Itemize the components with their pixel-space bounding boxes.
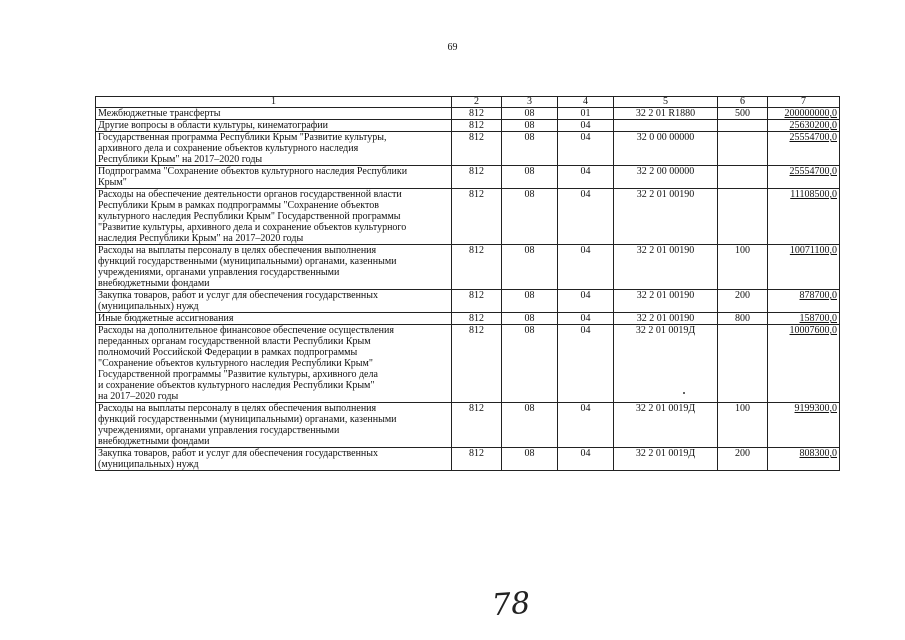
row-expense-type — [718, 120, 768, 132]
row-name: Расходы на дополнительное финансовое обеспечение осуществления переданных органам государственной власти Республики Крым полномочий Российской Федерации в рамках подпрограммы "Сохранение объектов культурного наследия Республики Крым" Государственной программы "Развитие культуры, архивного дела и сохранение объектов культурного наследия Республики Крым" на 2017–2020 годы — [96, 325, 452, 403]
row-target-article: 32 2 00 00000 — [614, 166, 718, 189]
row-target-article — [614, 120, 718, 132]
budget-table — [95, 96, 840, 471]
row-ministry-code: 812 — [452, 313, 502, 325]
column-header: 2 — [452, 97, 502, 108]
row-section-code: 08 — [502, 120, 558, 132]
row-subsection-code: 04 — [558, 325, 614, 403]
row-subsection-code: 04 — [558, 448, 614, 471]
column-header: 1 — [96, 97, 452, 108]
column-header: 5 — [614, 97, 718, 108]
row-amount: 10007600,0 — [768, 325, 840, 403]
table-row — [96, 448, 840, 471]
table-row — [96, 290, 840, 313]
row-ministry-code: 812 — [452, 448, 502, 471]
row-ministry-code: 812 — [452, 325, 502, 403]
row-section-code: 08 — [502, 325, 558, 403]
header-row — [96, 97, 840, 108]
table-row — [96, 108, 840, 120]
row-ministry-code: 812 — [452, 290, 502, 313]
row-amount: 10071100,0 — [768, 245, 840, 290]
row-amount: 878700,0 — [768, 290, 840, 313]
row-amount: 25630200,0 — [768, 120, 840, 132]
column-header: 6 — [718, 97, 768, 108]
row-amount: 200000000,0 — [768, 108, 840, 120]
row-amount: 11108500,0 — [768, 189, 840, 245]
row-section-code: 08 — [502, 313, 558, 325]
row-name: Расходы на выплаты персоналу в целях обеспечения выполнения функций государственными (муниципальными) органами, казенными учреждениями, органами управления государственными внебюджетными фондами — [96, 403, 452, 448]
row-ministry-code: 812 — [452, 189, 502, 245]
row-amount: 9199300,0 — [768, 403, 840, 448]
row-section-code: 08 — [502, 108, 558, 120]
row-target-article: 32 2 01 00190 — [614, 189, 718, 245]
row-ministry-code: 812 — [452, 108, 502, 120]
row-expense-type — [718, 189, 768, 245]
row-subsection-code: 04 — [558, 403, 614, 448]
scan-speck — [683, 392, 685, 394]
page-number: 69 — [447, 42, 458, 53]
row-section-code: 08 — [502, 448, 558, 471]
row-name: Расходы на выплаты персоналу в целях обеспечения выполнения функций государственными (муниципальными) органами, казенными учреждениями, органами управления государственными внебюджетными фондами — [96, 245, 452, 290]
column-header: 4 — [558, 97, 614, 108]
row-amount: 158700,0 — [768, 313, 840, 325]
row-section-code: 08 — [502, 189, 558, 245]
row-subsection-code: 04 — [558, 166, 614, 189]
row-expense-type — [718, 166, 768, 189]
row-target-article: 32 0 00 00000 — [614, 132, 718, 166]
row-subsection-code: 04 — [558, 132, 614, 166]
row-section-code: 08 — [502, 290, 558, 313]
row-section-code: 08 — [502, 403, 558, 448]
row-section-code: 08 — [502, 166, 558, 189]
row-ministry-code: 812 — [452, 120, 502, 132]
table-row — [96, 245, 840, 290]
row-target-article: 32 2 01 00190 — [614, 245, 718, 290]
row-ministry-code: 812 — [452, 166, 502, 189]
table-row — [96, 120, 840, 132]
row-expense-type — [718, 325, 768, 403]
column-header: 3 — [502, 97, 558, 108]
row-expense-type: 100 — [718, 403, 768, 448]
row-amount: 25554700,0 — [768, 166, 840, 189]
table-row — [96, 325, 840, 403]
row-target-article: 32 2 01 R1880 — [614, 108, 718, 120]
row-subsection-code: 01 — [558, 108, 614, 120]
row-subsection-code: 04 — [558, 290, 614, 313]
row-name: Подпрограмма "Сохранение объектов культурного наследия Республики Крым" — [96, 166, 452, 189]
row-subsection-code: 04 — [558, 120, 614, 132]
row-name: Расходы на обеспечение деятельности органов государственной власти Республики Крым в рамках подпрограммы "Сохранение объектов культурного наследия Республики Крым" Государственной программы "Развитие культуры, архивного дела и сохранение объектов культурного наследия Республики Крым" на 2017–2020 годы — [96, 189, 452, 245]
row-section-code: 08 — [502, 132, 558, 166]
row-name: Закупка товаров, работ и услуг для обеспечения государственных (муниципальных) нужд — [96, 448, 452, 471]
row-ministry-code: 812 — [452, 132, 502, 166]
row-name: Межбюджетные трансферты — [96, 108, 452, 120]
row-name: Закупка товаров, работ и услуг для обеспечения государственных (муниципальных) нужд — [96, 290, 452, 313]
row-amount: 808300,0 — [768, 448, 840, 471]
row-expense-type: 200 — [718, 448, 768, 471]
table-row — [96, 189, 840, 245]
row-amount: 25554700,0 — [768, 132, 840, 166]
row-target-article: 32 2 01 0019Д — [614, 403, 718, 448]
row-expense-type: 800 — [718, 313, 768, 325]
row-name: Государственная программа Республики Крым "Развитие культуры, архивного дела и сохранение объектов культурного наследия Республики Крым" на 2017–2020 годы — [96, 132, 452, 166]
table-row — [96, 132, 840, 166]
row-ministry-code: 812 — [452, 245, 502, 290]
row-section-code: 08 — [502, 245, 558, 290]
row-ministry-code: 812 — [452, 403, 502, 448]
row-expense-type — [718, 132, 768, 166]
row-name: Другие вопросы в области культуры, кинематографии — [96, 120, 452, 132]
row-name: Иные бюджетные ассигнования — [96, 313, 452, 325]
table-row — [96, 166, 840, 189]
row-expense-type: 200 — [718, 290, 768, 313]
row-subsection-code: 04 — [558, 245, 614, 290]
row-expense-type: 100 — [718, 245, 768, 290]
table-row — [96, 403, 840, 448]
row-target-article: 32 2 01 0019Д — [614, 448, 718, 471]
handwritten-page-number: 78 — [490, 585, 532, 624]
row-subsection-code: 04 — [558, 189, 614, 245]
column-header: 7 — [768, 97, 840, 108]
row-target-article: 32 2 01 00190 — [614, 290, 718, 313]
row-target-article: 32 2 01 0019Д — [614, 325, 718, 403]
row-target-article: 32 2 01 00190 — [614, 313, 718, 325]
table-row — [96, 313, 840, 325]
row-subsection-code: 04 — [558, 313, 614, 325]
row-expense-type: 500 — [718, 108, 768, 120]
